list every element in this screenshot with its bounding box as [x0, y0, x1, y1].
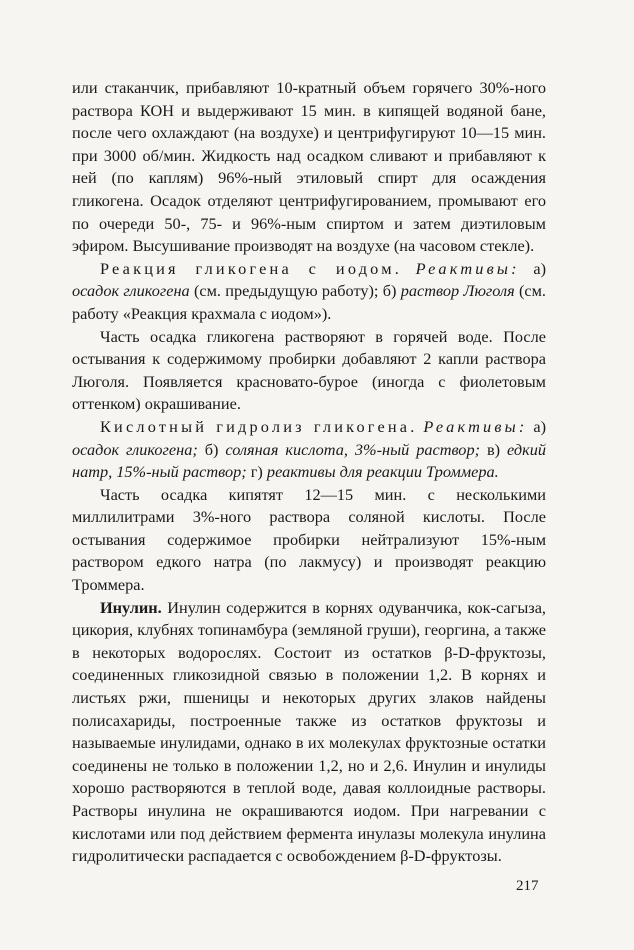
paragraph-hydrolysis-procedure: Часть осадка кипятят 12—15 мин. с несколькими миллилитрами 3%-ного раствора соляной кислоты. После остывания содержимое пробирки нейтрализуют 15%-ным раствором едкого натра (по лакмусу) и производят реакцию Троммера. [72, 484, 546, 595]
reagent-item: соляная кислота, 3%-ный раствор; [225, 439, 481, 459]
reagents-label: Реактивы: [423, 416, 528, 436]
list-marker: а) [519, 258, 547, 278]
list-marker: г) [246, 462, 267, 482]
reagent-note: (см. предыдущую работу); б) [189, 281, 401, 301]
paragraph-acid-hydrolysis [72, 416, 546, 484]
inulin-text: Инулин содержится в корнях одуванчика, кок-сагыза, цикория, клубнях топинамбура (земляной груши), георгина, а также в некоторых водорослях. Состоит из остатков β-D-фруктозы, соединенных гликозидной связью в положении 1,2. В корнях и листьях ржи, пшеницы и некоторых других злаков найдены полисахариды, построенные также из остатков фруктозы и называемые инулидами, однако в их молекулах фруктозные остатки соединены не только в положении 1,2, но и 2,6. Инулин и инулиды хорошо растворяются в теплой воде, давая коллоидные растворы. Растворы инулина не окрашиваются иодом. При нагревании с кислотами или под действием фермента инулазы молекула инулина гидролитически распадается с освобождением β-D-фруктозы. [72, 597, 546, 866]
section-heading-acid-hydrolysis: Кислотный гидролиз гликогена. [100, 416, 418, 436]
reagent-item: едкий натр, 15%-ный раствор; [72, 439, 546, 482]
page-body [72, 77, 546, 868]
paragraph-iodine-procedure: Часть осадка гликогена растворяют в горячей воде. После остывания к содержимому пробирки добавляют 2 капли раствора Люголя. Появляется красновато-бурое (иногда с фиолетовым оттенком) окрашивание. [72, 326, 546, 414]
list-marker: а) [527, 416, 546, 436]
paragraph-glycogen-isolation: или стаканчик, прибавляют 10-кратный объем горячего 30%-ного раствора КОН и выдерживают 15 мин. в кипящей водяной бане, после чего охлаждают (на воздухе) и центрифугируют 10—15 мин. при 3000 об/мин. Жидкость над осадком сливают и прибавляют к ней (по каплям) 96%-ный этиловый спирт для осаждения гликогена. Осадок отделяют центрифугированием, промывают его по очереди 50-, 75- и 96%-ным спиртом и затем диэтиловым эфиром. Высушивание производят на воздухе (на часовом стекле). [72, 78, 546, 256]
section-heading-iodine-reaction: Реакция гликогена с иодом. [100, 258, 402, 278]
reagent-item: осадок гликогена [72, 281, 190, 301]
paragraph-iodine-reaction [72, 258, 546, 326]
paragraph-inulin [72, 597, 546, 868]
reagent-item: осадок гликогена; [72, 439, 198, 459]
reagent-item: реактивы для реакции Троммера. [266, 462, 499, 482]
section-heading-inulin: Инулин. [100, 597, 162, 617]
reagents-label: Реактивы: [415, 258, 520, 278]
list-marker: б) [197, 439, 226, 459]
page-number: 217 [516, 878, 539, 894]
list-marker: в) [480, 439, 508, 459]
reagent-note: (см. работу «Реакция крахмала с иодом»). [72, 281, 546, 323]
reagent-item: раствор Люголя [400, 281, 515, 301]
